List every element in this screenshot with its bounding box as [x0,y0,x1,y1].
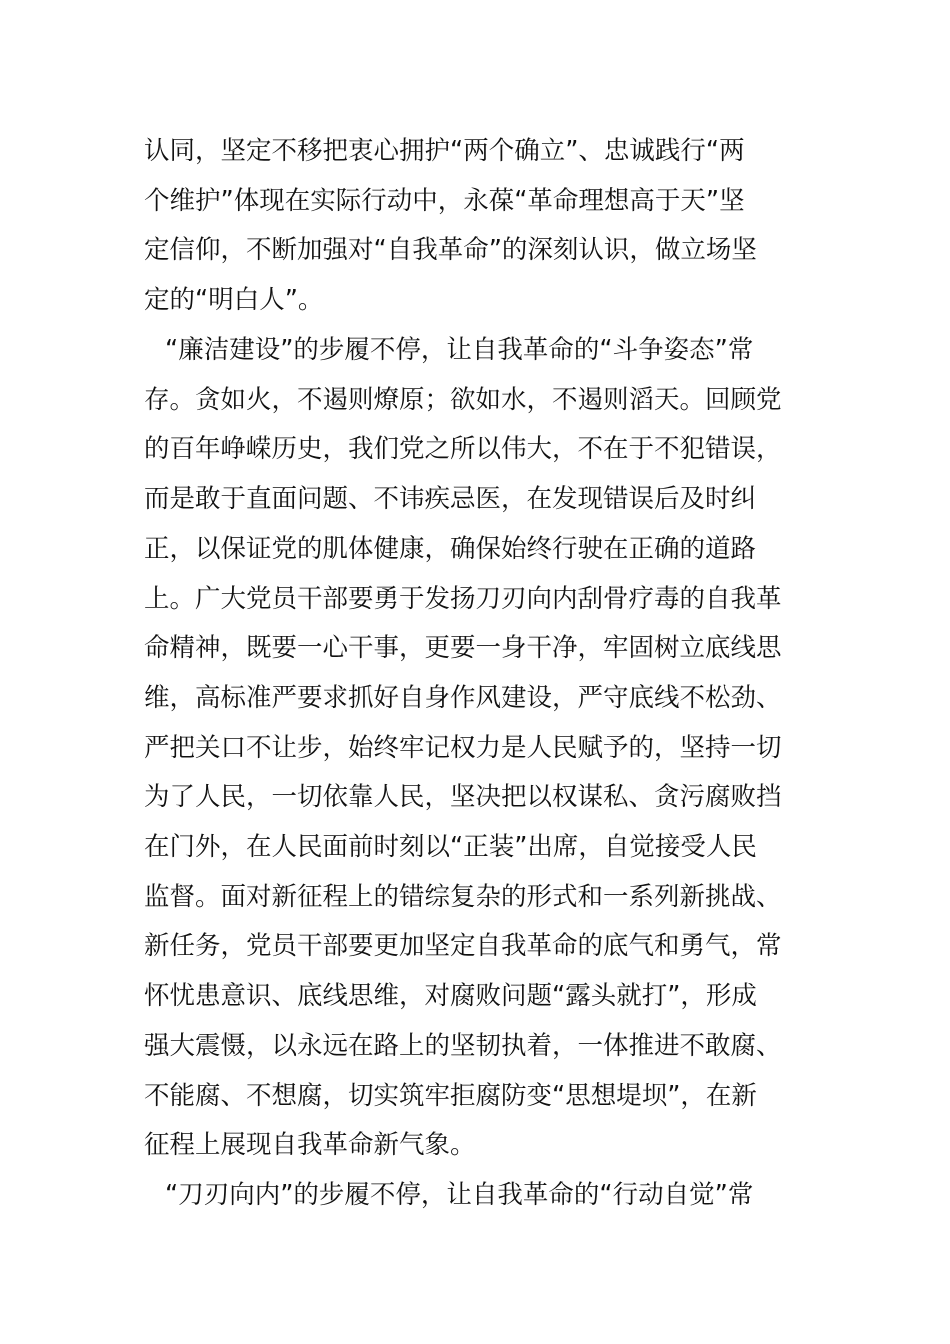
text-line: 在门外，在人民面前时刻以“正装”出席，自觉接受人民 [144,832,757,862]
text-line: 定的“明白人”。 [144,285,324,315]
text-line: 强大震慑，以永远在路上的坚韧执着，一体推进不敢腐、 [144,1031,782,1061]
text-line: 新任务，党员干部要更加坚定自我革命的底气和勇气，常 [144,931,782,961]
text-line: 定信仰，不断加强对“自我革命”的深刻认识，做立场坚 [144,235,757,265]
paragraph-first-line: “刀刃向内”的步履不停，让自我革命的“行动自觉”常 [165,1180,754,1210]
text-line: 不能腐、不想腐，切实筑牢拒腐防变“思想堤坝”，在新 [144,1081,757,1111]
text-line: 的百年峥嵘历史，我们党之所以伟大，不在于不犯错误， [144,434,782,464]
text-line: 怀忧患意识、底线思维，对腐败问题“露头就打”，形成 [144,981,757,1011]
text-line: 而是敢于直面问题、不讳疾忌医，在发现错误后及时纠 [144,484,757,514]
text-line: 正，以保证党的肌体健康，确保始终行驶在正确的道路 [144,534,757,564]
text-line: 维，高标准严要求抓好自身作风建设，严守底线不松劲、 [144,683,782,713]
paragraph-first-line: “廉洁建设”的步履不停，让自我革命的“斗争姿态”常 [165,335,754,365]
text-line: 认同，坚定不移把衷心拥护“两个确立”、忠诚践行“两 [144,136,745,166]
text-line: 严把关口不让步，始终牢记权力是人民赋予的，坚持一切 [144,733,782,763]
text-line: 征程上展现自我革命新气象。 [144,1130,476,1160]
text-line: 监督。面对新征程上的错综复杂的形式和一系列新挑战、 [144,882,782,912]
text-line: 存。贪如火，不遏则燎原；欲如水，不遏则滔天。回顾党 [144,385,782,415]
text-line: 个维护”体现在实际行动中，永葆“革命理想高于天”坚 [144,186,745,216]
text-line: 命精神，既要一心干事，更要一身干净，牢固树立底线思 [144,633,782,663]
text-line: 上。广大党员干部要勇于发扬刀刃向内刮骨疗毒的自我革 [144,584,782,614]
text-line: 为了人民，一切依靠人民，坚决把以权谋私、贪污腐败挡 [144,782,782,812]
